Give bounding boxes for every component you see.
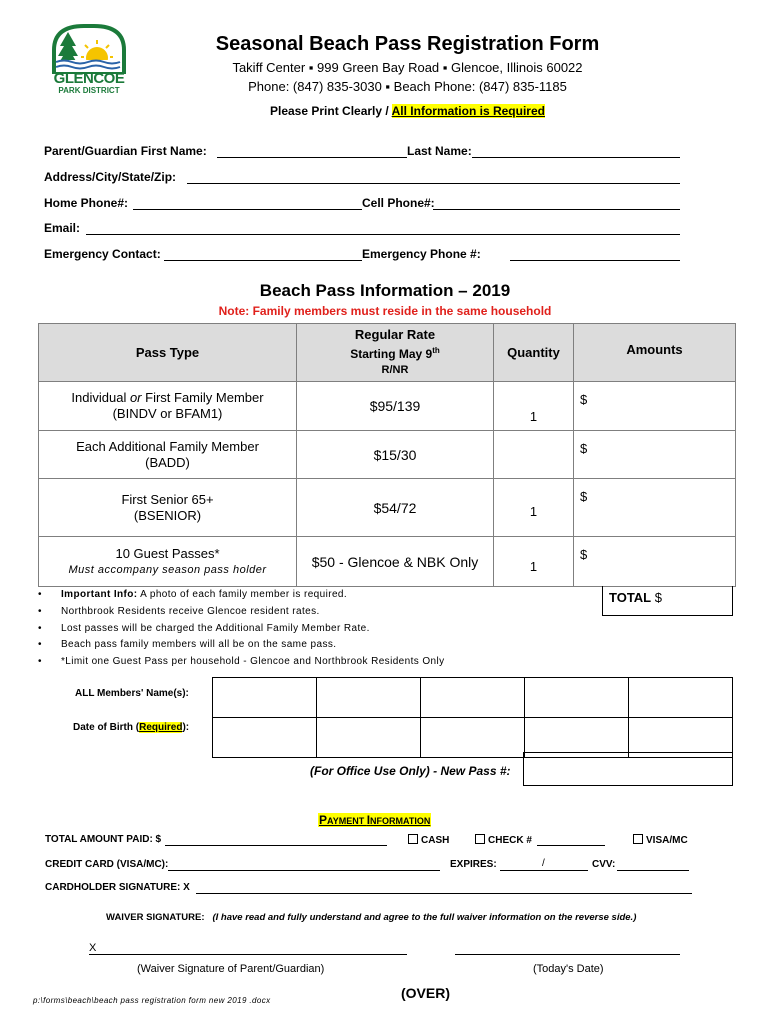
household-note: Note: Family members must reside in the same household bbox=[218, 304, 552, 318]
table-row bbox=[39, 431, 736, 479]
payment-heading-p: P bbox=[319, 813, 328, 827]
amount-cell[interactable]: $ bbox=[574, 431, 736, 479]
pass-type-cell bbox=[39, 479, 297, 537]
quantity-cell[interactable]: 1 bbox=[494, 537, 574, 587]
office-use-label: (For Office Use Only) - New Pass #: bbox=[310, 764, 511, 778]
table-row bbox=[39, 382, 736, 431]
members-name-label: ALL Members' Name(s): bbox=[75, 688, 189, 699]
first-name-field[interactable] bbox=[217, 157, 407, 158]
member-dob-cell[interactable] bbox=[421, 718, 525, 758]
pass-code: (BSENIOR) bbox=[133, 507, 202, 523]
pass-type-suffix: First Family Member bbox=[141, 390, 264, 405]
important-info-list bbox=[38, 587, 445, 671]
member-name-cell[interactable] bbox=[317, 678, 421, 718]
last-name-field[interactable] bbox=[472, 157, 680, 158]
waiver-line bbox=[106, 912, 636, 923]
check-label: CHECK # bbox=[488, 835, 532, 846]
amount-cell[interactable]: $ bbox=[574, 537, 736, 587]
pass-type-cell bbox=[39, 537, 297, 587]
payment-heading-i: I bbox=[366, 813, 371, 827]
visa-label: VISA/MC bbox=[646, 835, 688, 846]
members-table bbox=[212, 677, 733, 758]
member-name-cell[interactable] bbox=[629, 678, 733, 718]
member-dob-cell[interactable] bbox=[317, 718, 421, 758]
member-name-cell[interactable] bbox=[421, 678, 525, 718]
list-item: • *Limit one Guest Pass per household - Glencoe and Northbrook Residents Only bbox=[38, 656, 445, 668]
address-label: Address/City/State/Zip: bbox=[44, 170, 177, 184]
logo-text-glencoe: GLENCOE bbox=[53, 70, 125, 87]
col-regular-rate bbox=[297, 324, 494, 382]
print-clearly-text: Please Print Clearly / bbox=[270, 104, 392, 118]
pass-type-cell bbox=[39, 431, 297, 479]
col-pass-type: Pass Type bbox=[39, 324, 297, 382]
email-label: Email: bbox=[44, 221, 81, 235]
amount-cell[interactable]: $ bbox=[574, 382, 736, 431]
important-label: Important Info: bbox=[60, 589, 138, 600]
dob-text: Date of Birth ( bbox=[73, 722, 140, 733]
cash-label: CASH bbox=[421, 835, 450, 846]
visa-checkbox[interactable] bbox=[633, 834, 643, 844]
cell-phone-label: Cell Phone#: bbox=[362, 196, 435, 210]
cash-checkbox[interactable] bbox=[408, 834, 418, 844]
bullet-text: Beach pass family members will all be on the same pass. bbox=[60, 639, 337, 651]
cvv-field[interactable] bbox=[617, 870, 689, 871]
pass-table bbox=[38, 323, 736, 587]
dob-required: Required bbox=[139, 722, 183, 733]
quantity-cell[interactable] bbox=[494, 431, 574, 479]
list-item: • Important Info: A photo of each family member is required. bbox=[38, 589, 348, 600]
rate-cell: $15/30 bbox=[297, 431, 494, 479]
pass-type-name: Each Additional Family Member bbox=[76, 438, 259, 454]
list-item: • Beach pass family members will all be on the same pass. bbox=[38, 639, 337, 651]
dob-label bbox=[73, 722, 189, 733]
amount-cell[interactable]: $ bbox=[574, 479, 736, 537]
waiver-label: WAIVER SIGNATURE: bbox=[106, 912, 205, 923]
bullet-text: Northbrook Residents receive Glencoe resident rates. bbox=[60, 605, 320, 617]
pass-info-heading: Beach Pass Information – 2019 bbox=[259, 281, 511, 300]
list-item: • Northbrook Residents receive Glencoe resident rates. bbox=[38, 605, 320, 617]
cardholder-signature-field[interactable] bbox=[196, 893, 692, 894]
rate-cell: $54/72 bbox=[297, 479, 494, 537]
important-text: A photo of each family member is required. bbox=[137, 589, 348, 600]
expires-slash: / bbox=[542, 858, 545, 869]
home-phone-label: Home Phone#: bbox=[44, 196, 129, 210]
total-label: TOTAL bbox=[609, 590, 652, 605]
cvv-label: CVV: bbox=[592, 859, 616, 870]
member-names-row bbox=[213, 678, 733, 718]
dob-close: ): bbox=[182, 722, 190, 733]
quantity-cell[interactable]: 1 bbox=[494, 382, 574, 431]
cardholder-signature-label: CARDHOLDER SIGNATURE: X bbox=[45, 882, 190, 893]
member-dob-cell[interactable] bbox=[213, 718, 317, 758]
visa-option[interactable] bbox=[633, 834, 688, 846]
table-row bbox=[39, 537, 736, 587]
form-title: Seasonal Beach Pass Registration Form bbox=[215, 33, 600, 55]
table-row bbox=[39, 479, 736, 537]
pass-code: (BINDV or BFAM1) bbox=[112, 406, 223, 421]
pass-type-name: First Senior 65+ bbox=[121, 491, 214, 507]
check-checkbox[interactable] bbox=[475, 834, 485, 844]
rate-cell: $95/139 bbox=[297, 382, 494, 431]
required-highlight: All Information is Required bbox=[391, 104, 545, 118]
rate-header-line1: Regular Rate bbox=[354, 327, 436, 342]
member-name-cell[interactable] bbox=[213, 678, 317, 718]
over-label: (OVER) bbox=[401, 985, 450, 1001]
waiver-x-mark: X bbox=[89, 942, 97, 954]
first-name-label: Parent/Guardian First Name: bbox=[44, 144, 207, 158]
total-value: $ bbox=[654, 590, 662, 605]
bullet-text: Lost passes will be charged the Additional Family Member Rate. bbox=[60, 622, 370, 634]
check-number-field[interactable] bbox=[537, 845, 605, 846]
pass-type-name: 10 Guest Passes* bbox=[115, 545, 220, 561]
emergency-phone-field[interactable] bbox=[510, 260, 680, 261]
phone-line: Phone: (847) 835-3030 ▪ Beach Phone: (847) 835-1185 bbox=[248, 79, 567, 94]
rate-header-start: Starting May 9 bbox=[350, 347, 433, 361]
rate-header-line3: R/NR bbox=[381, 364, 409, 376]
logo-text-park-district: PARK DISTRICT bbox=[58, 86, 120, 95]
pass-table-header bbox=[39, 324, 736, 382]
quantity-cell[interactable]: 1 bbox=[494, 479, 574, 537]
emergency-contact-label: Emergency Contact: bbox=[44, 247, 161, 261]
new-pass-number-field[interactable] bbox=[523, 752, 733, 786]
total-paid-label: TOTAL AMOUNT PAID: $ bbox=[45, 834, 162, 845]
pass-type-cell bbox=[39, 382, 297, 431]
expires-label: EXPIRES: bbox=[450, 859, 497, 870]
address-field[interactable] bbox=[187, 183, 680, 184]
credit-card-field[interactable] bbox=[168, 870, 440, 871]
pass-type-name bbox=[39, 390, 296, 406]
address-line: Takiff Center ▪ 999 Green Bay Road ▪ Glencoe, Illinois 60022 bbox=[232, 60, 583, 75]
cash-option[interactable] bbox=[408, 834, 449, 846]
credit-card-label: CREDIT CARD (VISA/MC): bbox=[45, 859, 169, 870]
check-option[interactable] bbox=[475, 834, 532, 846]
payment-heading-nformation: NFORMATION bbox=[370, 816, 431, 826]
member-name-cell[interactable] bbox=[525, 678, 629, 718]
last-name-label: Last Name: bbox=[407, 144, 472, 158]
pass-type-or: or bbox=[129, 390, 142, 405]
payment-heading-ayment: AYMENT bbox=[327, 816, 367, 826]
email-field[interactable] bbox=[86, 234, 680, 235]
payment-heading bbox=[318, 813, 431, 827]
todays-date-field[interactable] bbox=[455, 954, 680, 955]
bullet-text: *Limit one Guest Pass per household - Glencoe and Northbrook Residents Only bbox=[60, 656, 445, 668]
pass-code: Must accompany season pass holder bbox=[68, 563, 267, 576]
waiver-signature-caption: (Waiver Signature of Parent/Guardian) bbox=[137, 963, 325, 975]
rate-header-line2 bbox=[297, 343, 493, 362]
cell-phone-field[interactable] bbox=[433, 209, 680, 210]
expires-field[interactable] bbox=[500, 870, 588, 871]
total-paid-field[interactable] bbox=[165, 845, 387, 846]
col-quantity: Quantity bbox=[494, 324, 574, 382]
file-path: p:\forms\beach\beach pass registration form new 2019 .docx bbox=[33, 996, 271, 1005]
todays-date-caption: (Today's Date) bbox=[533, 963, 604, 975]
waiver-signature-field[interactable] bbox=[89, 954, 407, 955]
emergency-contact-field[interactable] bbox=[164, 260, 362, 261]
total-box[interactable] bbox=[602, 586, 733, 616]
home-phone-field[interactable] bbox=[133, 209, 362, 210]
pass-code: (BADD) bbox=[145, 454, 190, 470]
rate-header-sup: th bbox=[432, 346, 440, 355]
rate-cell: $50 - Glencoe & NBK Only bbox=[297, 537, 494, 587]
print-instruction bbox=[0, 104, 770, 118]
pass-type-prefix: Individual bbox=[71, 390, 130, 405]
col-amounts: Amounts bbox=[574, 324, 736, 382]
emergency-phone-label: Emergency Phone #: bbox=[362, 247, 481, 261]
list-item: • Lost passes will be charged the Additional Family Member Rate. bbox=[38, 622, 370, 634]
waiver-text: (I have read and fully understand and agree to the full waiver information on the reverse side.) bbox=[212, 912, 637, 923]
